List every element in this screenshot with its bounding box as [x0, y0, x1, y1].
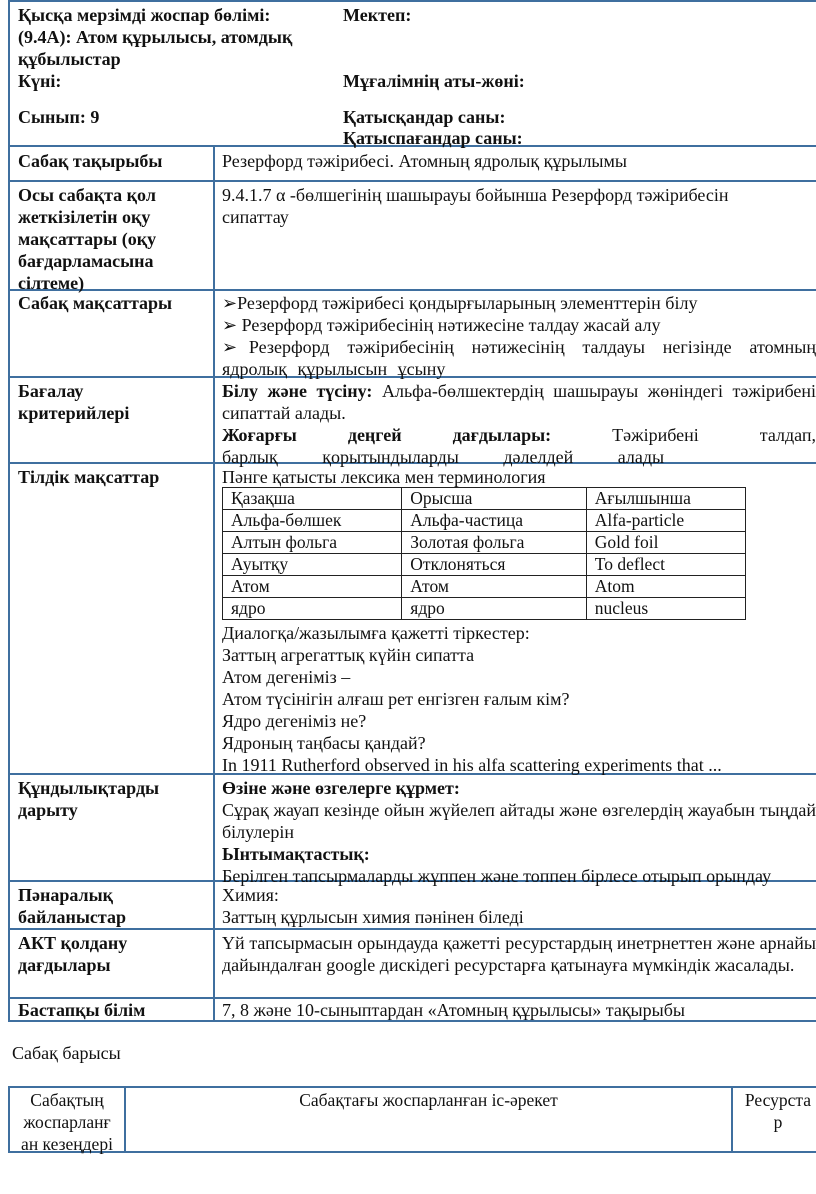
ict-label: АКТ қолдану дағдылары: [18, 933, 128, 975]
topic-label: Сабақ тақырыбы: [18, 151, 163, 171]
lesson-stages-header: Сабақтың жоспарланғ ан кезеңдері: [21, 1090, 113, 1154]
plan-section-value: (9.4А): Атом құрылысы, атомдық: [18, 27, 293, 47]
values-label: Құндылықтарды дарыту: [18, 778, 160, 820]
goal-item: ➢Резерфорд тәжірибесі қондырғыларының элементтерін білу: [222, 293, 698, 313]
ict-value: Үй тапсырмасын орындауда қажетті ресурстардың инетрнеттен және арнайы дайындалған google дискідегі ресурстарға қатынауға мүмкіндік жасалады.: [222, 933, 816, 975]
goal-item: ➢ Резерфорд тәжірибесінің нәтижесінің талдауы негізінде атомның ядролық құрылысын ұсыну: [222, 337, 816, 379]
school-label: Мектеп:: [343, 5, 412, 25]
goals-label: Сабақ мақсаттары: [18, 293, 173, 313]
goals-list: [222, 292, 816, 380]
planned-activity-header: Сабақтағы жоспарланған іс-әрекет: [299, 1090, 558, 1110]
grade-label: Сынып: 9: [18, 107, 100, 127]
language-intro: Пәнге қатысты лексика мен терминология: [222, 467, 546, 487]
plan-section-label: Қысқа мерзімді жоспар бөлімі:: [18, 5, 271, 25]
resources-header: Ресурста р: [744, 1090, 812, 1132]
plan-section-value: құбылыстар: [18, 49, 121, 69]
prior-knowledge-label: Бастапқы білім: [18, 1000, 146, 1020]
prior-knowledge-value: 7, 8 және 10-сыныптардан «Атомның құрылысы» тақырыбы: [222, 1000, 685, 1020]
lesson-progress-title: Сабақ барысы: [12, 1043, 121, 1063]
table-border: [8, 0, 816, 2]
language-phrases: Диалогқа/жазылымға қажетті тіркестер: Заттың агрегаттық күйін сипатта Атом дегеніміз – Атом түсінігін алғаш рет енгізген ғалым кім? Ядро дегеніміз не? Ядроның таңбасы қандай? In 1911 Rutherford observed in his alfa scattering experiments that ...: [222, 623, 722, 775]
values-value: Өзіне және өзгелерге құрмет: Сұрақ жауап кезінде ойын жүйелеп айтады және өзгелердің жауабын тыңдай білулерін Ынтымақтастық: Берілген тапсырмаларды жұппен және топпен бірлесе отырып орындау: [222, 778, 816, 886]
present-label: Қатысқандар саны:: [343, 107, 506, 127]
goal-item: ➢ Резерфорд тәжірибесінің нәтижесіне талдау жасай алу: [222, 315, 661, 335]
absent-label: Қатыспағандар саны:: [343, 128, 523, 148]
date-label: Күні:: [18, 71, 62, 91]
table-row: Атом Атом Atom: [223, 576, 746, 598]
objectives-label: Осы сабақта қол жеткізілетін оқу мақсаттары (оқу бағдарламасына сілтеме): [18, 185, 157, 293]
table-row: Алтын фольга Золотая фольга Gold foil: [223, 532, 746, 554]
table-border: [8, 0, 10, 1022]
language-label: Тілдік мақсаттар: [18, 467, 160, 487]
table-row: ядро ядро nucleus: [223, 598, 746, 620]
table-row: Альфа-бөлшек Альфа-частица Alfa-particle: [223, 510, 746, 532]
objectives-value: 9.4.1.7 α -бөлшегінің шашырауы бойынша Резерфорд тәжірибесін сипаттау: [222, 185, 729, 227]
table-header-row: Қазақша Орысша Ағылшынша: [223, 488, 746, 510]
table-row: Ауытқу Отклоняться To deflect: [223, 554, 746, 576]
criteria-value: Білу және түсіну: Альфа-бөлшектердің шашырауы жөніндегі тәжірибені сипаттай алады. Жоғарғы деңгей дағдылары: Тәжірибені талдап, барлық қорытындыларды дәлелдей алады: [222, 381, 816, 467]
teacher-label: Мұғалімнің аты-жөні:: [343, 71, 525, 91]
interdisciplinary-label: Пәнаралық байланыстар: [18, 885, 126, 927]
topic-value: Резерфорд тәжірибесі. Атомның ядролық құрылымы: [222, 151, 627, 171]
criteria-label: Бағалау критерийлері: [18, 381, 130, 423]
column-divider: [213, 145, 215, 1022]
interdisciplinary-value: Химия: Заттың құрлысын химия пәнінен біледі: [222, 885, 524, 927]
vocabulary-table: [222, 487, 746, 620]
